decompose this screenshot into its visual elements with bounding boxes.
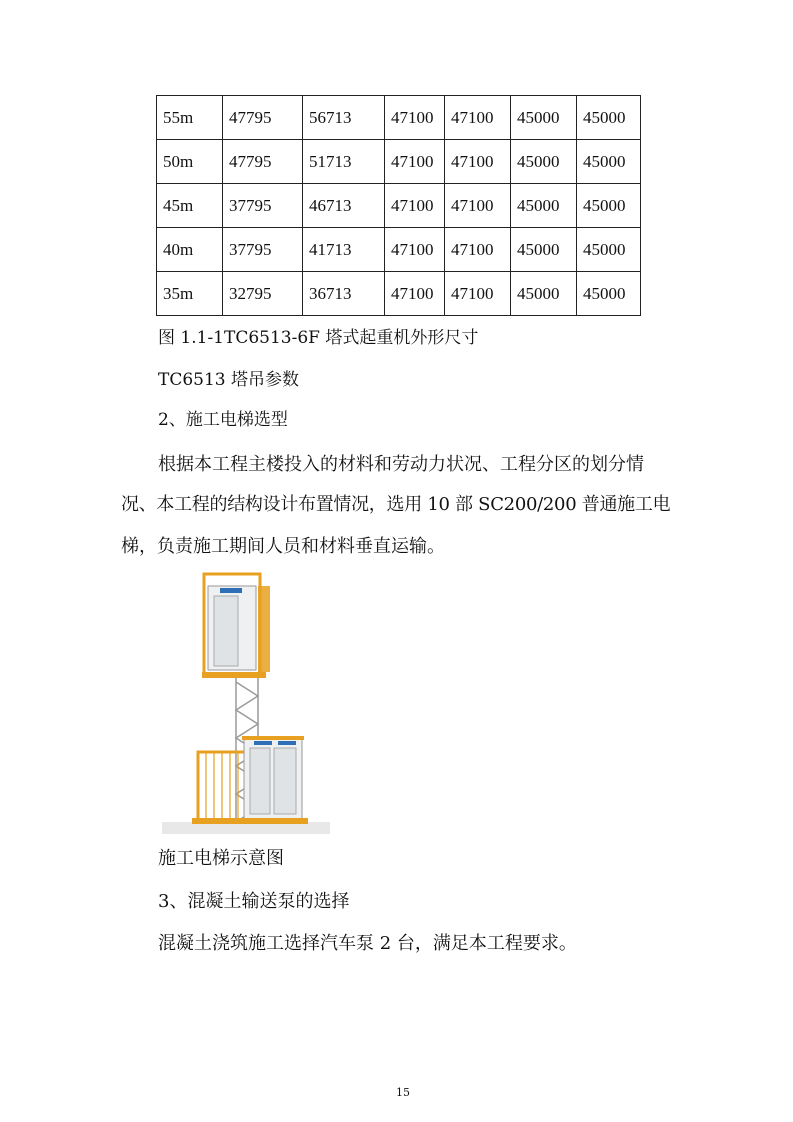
table-row [157, 140, 641, 184]
table-cell: 35m [157, 272, 223, 316]
table-cell: 45000 [511, 228, 577, 272]
table-row [157, 96, 641, 140]
table-row [157, 228, 641, 272]
table-cell: 37795 [223, 228, 303, 272]
table-cell: 56713 [303, 96, 385, 140]
paragraph-line: 梯，负责施工期间人员和材料垂直运输。 [121, 536, 445, 557]
table-cell: 51713 [303, 140, 385, 184]
tower-crane-dimension-table [156, 95, 641, 316]
table-cell: 45000 [577, 228, 641, 272]
table-cell: 45000 [577, 272, 641, 316]
table-cell: 41713 [303, 228, 385, 272]
table-cell: 45000 [577, 96, 641, 140]
table-cell: 45000 [577, 140, 641, 184]
table-cell: 32795 [223, 272, 303, 316]
caption-elevator: 施工电梯示意图 [158, 848, 284, 869]
table-cell: 47100 [445, 272, 511, 316]
table-cell: 36713 [303, 272, 385, 316]
table-cell: 45000 [511, 272, 577, 316]
table-cell: 47795 [223, 140, 303, 184]
table-cell: 45000 [511, 96, 577, 140]
table-cell: 47100 [445, 184, 511, 228]
table-cell: 37795 [223, 184, 303, 228]
table-cell: 47100 [385, 272, 445, 316]
paragraph-line: 根据本工程主楼投入的材料和劳动力状况、工程分区的划分情 [158, 454, 644, 475]
table-cell: 47100 [385, 140, 445, 184]
paragraph-line: 况、本工程的结构设计布置情况，选用 10 部 SC200/200 普通施工电 [121, 494, 671, 515]
table-row [157, 184, 641, 228]
table-cell: 45000 [577, 184, 641, 228]
table-cell: 45m [157, 184, 223, 228]
table-cell: 47100 [445, 140, 511, 184]
table-cell: 45000 [511, 184, 577, 228]
caption-tower-crane: 图 1.1-1TC6513-6F 塔式起重机外形尺寸 [158, 328, 479, 348]
table-cell: 47100 [445, 96, 511, 140]
heading-pump-selection: 3、混凝土输送泵的选择 [158, 891, 350, 912]
table-cell: 47100 [385, 184, 445, 228]
table-cell: 47100 [385, 228, 445, 272]
page-number: 15 [396, 1086, 410, 1099]
heading-elevator-selection: 2、施工电梯选型 [158, 410, 288, 430]
table-cell: 47795 [223, 96, 303, 140]
table-cell: 46713 [303, 184, 385, 228]
table-cell: 50m [157, 140, 223, 184]
construction-elevator-image [162, 572, 330, 834]
paragraph-line: 混凝土浇筑施工选择汽车泵 2 台，满足本工程要求。 [158, 933, 577, 954]
tower-params-title: TC6513 塔吊参数 [158, 370, 300, 390]
table-cell: 45000 [511, 140, 577, 184]
table-cell: 47100 [445, 228, 511, 272]
table-cell: 55m [157, 96, 223, 140]
table-cell: 47100 [385, 96, 445, 140]
table-cell: 40m [157, 228, 223, 272]
table-row [157, 272, 641, 316]
